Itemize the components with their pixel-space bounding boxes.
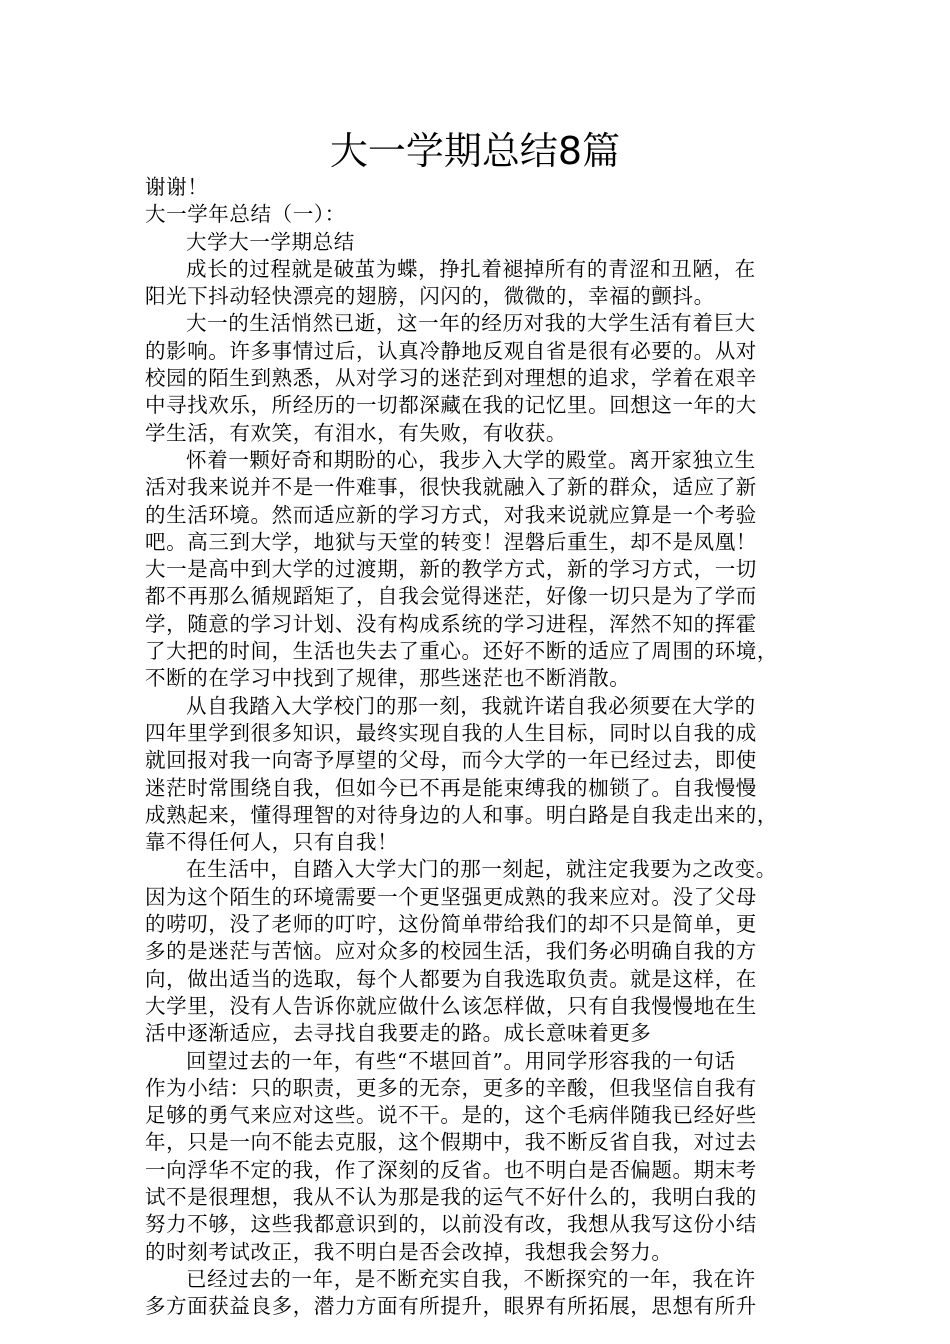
text-line: 的时刻考试改正，我不明白是否会改掉，我想我会努力。	[145, 1239, 673, 1264]
text-line: 中寻找欢乐，所经历的一切都深藏在我的记忆里。回想这一年的大	[145, 393, 757, 418]
document-body	[145, 174, 807, 1320]
text-line: 不断的在学习中找到了规律，那些迷茫也不断消散。	[145, 666, 631, 691]
text-line: 大一是高中到大学的过渡期，新的教学方式，新的学习方式，一切	[145, 557, 757, 582]
text-line: 大一学年总结（一）：	[145, 202, 346, 227]
text-line: 一向浮华不定的我，作了深刻的反省。也不明白是否偏题。期末考	[145, 1157, 757, 1182]
text-line: 向，做出适当的选取，每个人都要为自我选取负责。就是这样，在	[145, 966, 757, 991]
page-title: 大一学期总结8篇	[329, 129, 621, 173]
text-line: 校园的陌生到熟悉，从对学习的迷茫到对理想的追求，学着在艰辛	[145, 366, 757, 391]
paragraph-first-line: 怀着一颗好奇和期盼的心，我步入大学的殿堂。离开家独立生	[186, 447, 756, 472]
text-line: 的唠叨，没了老师的叮咛，这份简单带给我们的却不只是简单，更	[145, 912, 757, 937]
text-line: 因为这个陌生的环境需要一个更坚强更成熟的我来应对。没了父母	[145, 884, 757, 909]
text-line: 努力不够，这些我都意识到的，以前没有改，我想从我写这份小结	[145, 1212, 757, 1237]
paragraph-first-line: 已经过去的一年，是不断充实自我，不断探究的一年，我在许	[186, 1266, 756, 1291]
text-line: 作为小结：只的职责，更多的无奈，更多的辛酸，但我坚信自我有	[145, 1075, 757, 1100]
text-line: 学，随意的学习计划、没有构成系统的学习进程，浑然不知的挥霍	[145, 611, 757, 636]
paragraph-first-line: 在生活中，自踏入大学大门的那一刻起，就注定我要为之改变。	[186, 857, 777, 882]
text-line: 大学里，没有人告诉你就应做什么该怎样做，只有自我慢慢地在生	[145, 993, 757, 1018]
paragraph-first-line: 从自我踏入大学校门的那一刻，我就许诺自我必须要在大学的	[186, 693, 756, 718]
text-line: 阳光下抖动轻快漂亮的翅膀，闪闪的，微微的，幸福的颤抖。	[145, 284, 715, 309]
text-line: 靠不得任何人，只有自我！	[145, 830, 399, 855]
text-line: 的影响。许多事情过后，认真冷静地反观自省是很有必要的。从对	[145, 338, 757, 363]
text-line: 年，只是一向不能去克服，这个假期中，我不断反省自我，对过去	[145, 1130, 757, 1155]
text-line: 足够的勇气来应对这些。说不干。是的，这个毛病伴随我已经好些	[145, 1103, 757, 1128]
paragraph-first-line: 回望过去的一年，有些“不堪回首”。用同学形容我的一句话	[186, 1048, 736, 1073]
text-line: 四年里学到很多知识，最终实现自我的人生目标，同时以自我的成	[145, 720, 757, 745]
paragraph-first-line: 大学大一学期总结	[186, 229, 355, 254]
text-line: 活中逐渐适应，去寻找自我要走的路。成长意味着更多	[145, 1021, 652, 1046]
text-line: 迷茫时常围绕自我，但如今已不再是能束缚我的枷锁了。自我慢慢	[145, 775, 757, 800]
text-line: 了大把的时间，生活也失去了重心。还好不断的适应了周围的环境，	[145, 639, 778, 664]
text-line: 就回报对我一向寄予厚望的父母，而今大学的一年已经过去，即使	[145, 748, 757, 773]
text-line: 试不是很理想，我从不认为那是我的运气不好什么的，我明白我的	[145, 1184, 757, 1209]
text-line: 吧。高三到大学，地狱与天堂的转变！涅磐后重生，却不是凤凰！	[145, 529, 757, 554]
text-line: 的生活环境。然而适应新的学习方式，对我来说就应算是一个考验	[145, 502, 757, 527]
text-line: 谢谢！	[145, 175, 209, 199]
paragraph-first-line: 成长的过程就是破茧为蝶，挣扎着褪掉所有的青涩和丑陋，在	[186, 256, 756, 281]
text-line: 多方面获益良多，潜力方面有所提升，眼界有所拓展，思想有所升	[145, 1294, 757, 1319]
text-line: 成熟起来，懂得理智的对待身边的人和事。明白路是自我走出来的，	[145, 802, 778, 827]
text-line: 学生活，有欢笑，有泪水，有失败，有收获。	[145, 420, 567, 445]
text-line: 活对我来说并不是一件难事，很快我就融入了新的群众，适应了新	[145, 475, 757, 500]
text-line: 多的是迷茫与苦恼。应对众多的校园生活，我们务必明确自我的方	[145, 939, 757, 964]
text-line: 都不再那么循规蹈矩了，自我会觉得迷茫，好像一切只是为了学而	[145, 584, 757, 609]
paragraph-first-line: 大一的生活悄然已逝，这一年的经历对我的大学生活有着巨大	[186, 311, 756, 336]
